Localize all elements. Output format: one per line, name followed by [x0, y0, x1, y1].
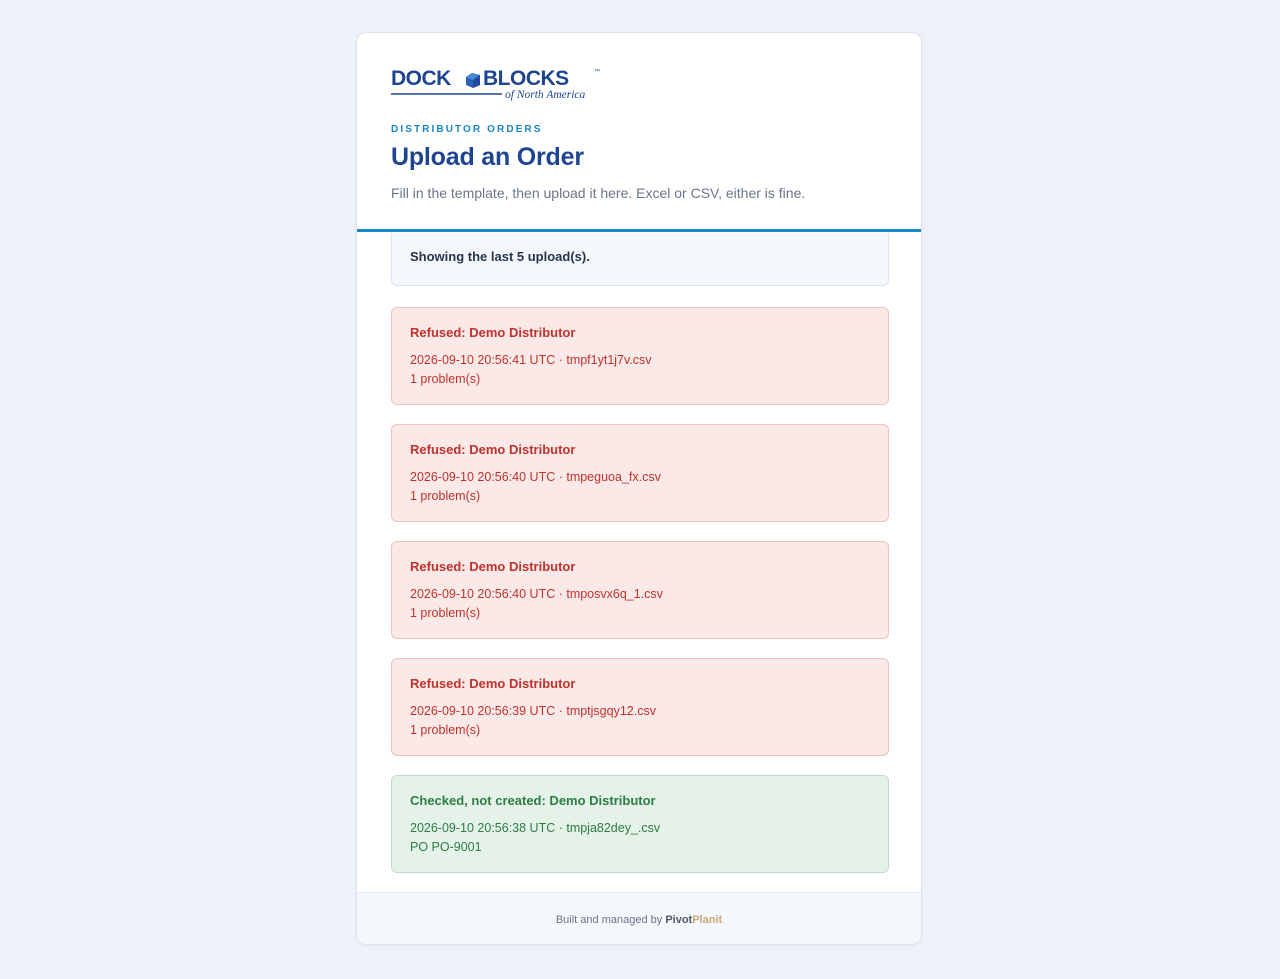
upload-status-title: Refused: Demo Distributor — [410, 442, 576, 457]
upload-meta: 2026-09-10 20:56:39 UTC · tmptjsgqy12.csv — [410, 704, 656, 718]
page-eyebrow: DISTRIBUTOR ORDERS — [391, 124, 543, 135]
page-subtitle: Fill in the template, then upload it here. Excel or CSV, either is fine. — [391, 185, 806, 201]
upload-card — [356, 32, 922, 945]
upload-count-notice — [391, 233, 889, 286]
upload-status-title: Refused: Demo Distributor — [410, 325, 576, 340]
upload-status-title: Checked, not created: Demo Distributor — [410, 793, 656, 808]
upload-meta: 2026-09-10 20:56:40 UTC · tmpeguoa_fx.csv — [410, 470, 661, 484]
logo-trademark: ™ — [594, 69, 600, 75]
upload-entry — [391, 658, 889, 756]
upload-entry — [391, 541, 889, 639]
upload-meta: 2026-09-10 20:56:38 UTC · tmpja82dey_.csv — [410, 821, 661, 835]
card-header — [357, 33, 921, 232]
upload-detail: PO PO-9001 — [410, 840, 482, 854]
upload-meta: 2026-09-10 20:56:41 UTC · tmpf1yt1j7v.csv — [410, 353, 652, 367]
page-title: Upload an Order — [391, 143, 584, 171]
upload-detail: 1 problem(s) — [410, 489, 481, 503]
upload-count-text: Showing the last 5 upload(s). — [410, 249, 590, 264]
upload-meta: 2026-09-10 20:56:40 UTC · tmposvx6q_1.csv — [410, 587, 663, 601]
logo-subtitle: of North America — [505, 89, 586, 101]
logo-text-dock: DOCK — [391, 67, 451, 90]
footer-brand-planit: Planit — [692, 914, 723, 926]
footer-brand-pivot: Pivot — [665, 914, 693, 926]
upload-entry — [391, 424, 889, 522]
upload-detail: 1 problem(s) — [410, 606, 481, 620]
cube-icon — [466, 73, 480, 88]
footer-prefix: Built and managed by — [555, 914, 663, 926]
logo-text-blocks: BLOCKS — [483, 67, 569, 90]
upload-detail: 1 problem(s) — [410, 372, 481, 386]
dockblocks-logo — [391, 65, 603, 101]
upload-entry — [391, 307, 889, 405]
upload-status-title: Refused: Demo Distributor — [410, 559, 576, 574]
card-footer — [357, 892, 921, 945]
upload-entry — [391, 775, 889, 873]
upload-status-title: Refused: Demo Distributor — [410, 676, 576, 691]
upload-detail: 1 problem(s) — [410, 723, 481, 737]
